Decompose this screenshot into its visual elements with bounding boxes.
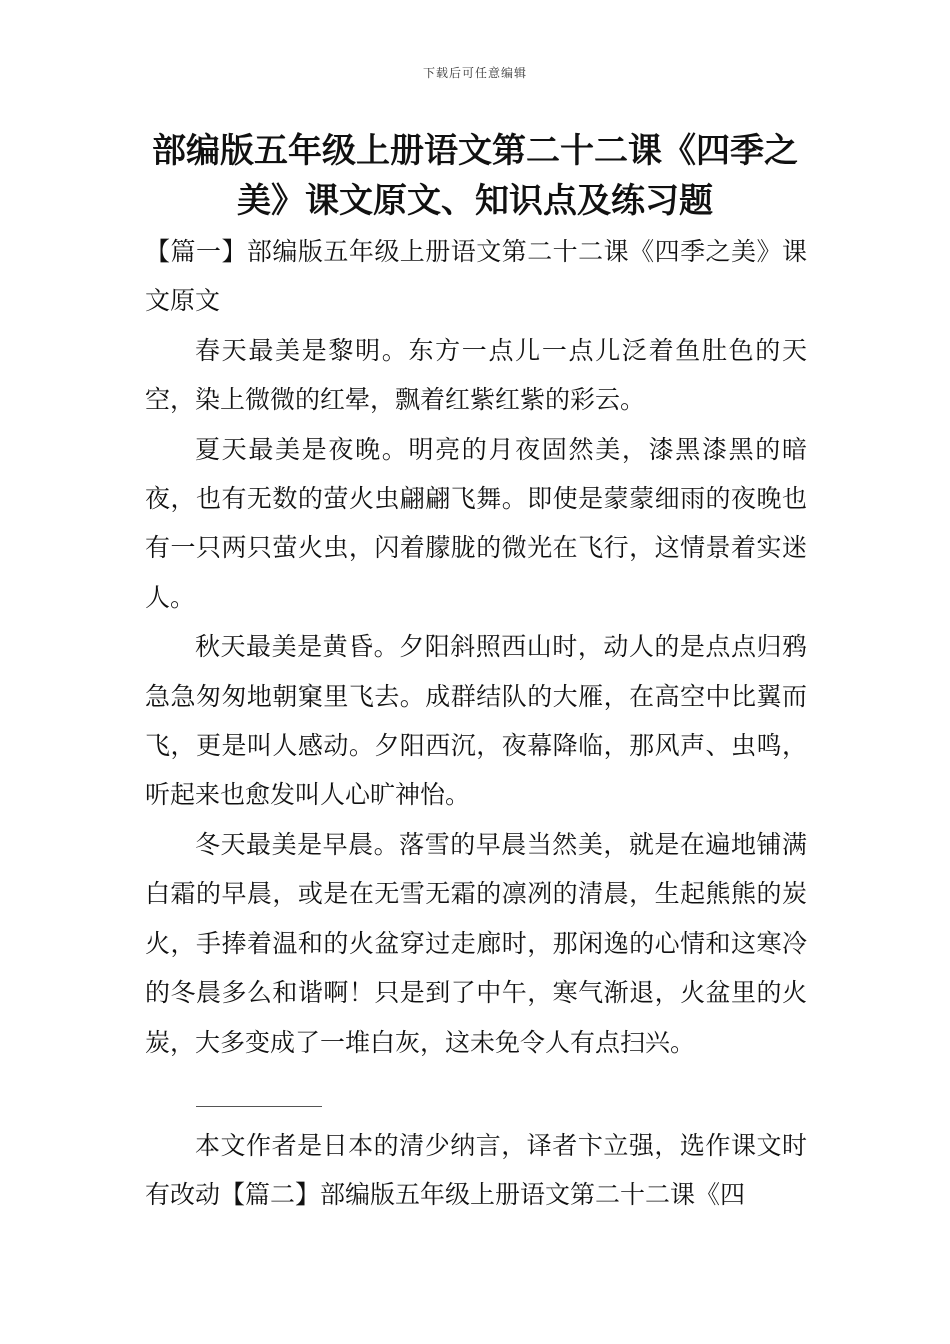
section-heading: 【篇一】部编版五年级上册语文第二十二课《四季之美》课文原文 (145, 237, 807, 316)
footnote-block (145, 1121, 807, 1220)
paragraph-summer: 夏天最美是夜晚。明亮的月夜固然美，漆黑漆黑的暗夜，也有无数的萤火虫翩翩飞舞。即使是蒙蒙细雨的夜晚也有一只两只萤火虫，闪着朦胧的微光在飞行，这情景着实迷人。 (145, 434, 807, 612)
document-body (145, 227, 807, 1067)
paragraph-spring: 春天最美是黎明。东方一点儿一点儿泛着鱼肚色的天空，染上微微的红晕，飘着红紫红紫的彩云。 (145, 335, 807, 415)
paragraph-winter: 冬天最美是早晨。落雪的早晨当然美，就是在遍地铺满白霜的早晨，或是在无雪无霜的凛冽的清晨，生起熊熊的炭火，手捧着温和的火盆穿过走廊时，那闲逸的心情和这寒冷的冬晨多么和谐啊！只是到了中午，寒气渐退，火盆里的火炭，大多变成了一堆白灰，这未免令人有点扫兴。 (145, 829, 807, 1057)
footnote-text: 本文作者是日本的清少纳言，译者卞立强，选作课文时有改动【篇二】部编版五年级上册语文第二十二课《四 (145, 1131, 807, 1210)
document-title: 部编版五年级上册语文第二十二课《四季之美》课文原文、知识点及练习题 (152, 131, 798, 221)
header-note: 下载后可任意编辑 (422, 66, 527, 80)
paragraph-autumn: 秋天最美是黄昏。夕阳斜照西山时，动人的是点点归鸦急急匆匆地朝窠里飞去。成群结队的大雁，在高空中比翼而飞，更是叫人感动。夕阳西沉，夜幕降临，那风声、虫鸣，听起来也愈发叫人心旷神怡。 (145, 632, 807, 810)
footnote-divider (196, 1106, 322, 1107)
